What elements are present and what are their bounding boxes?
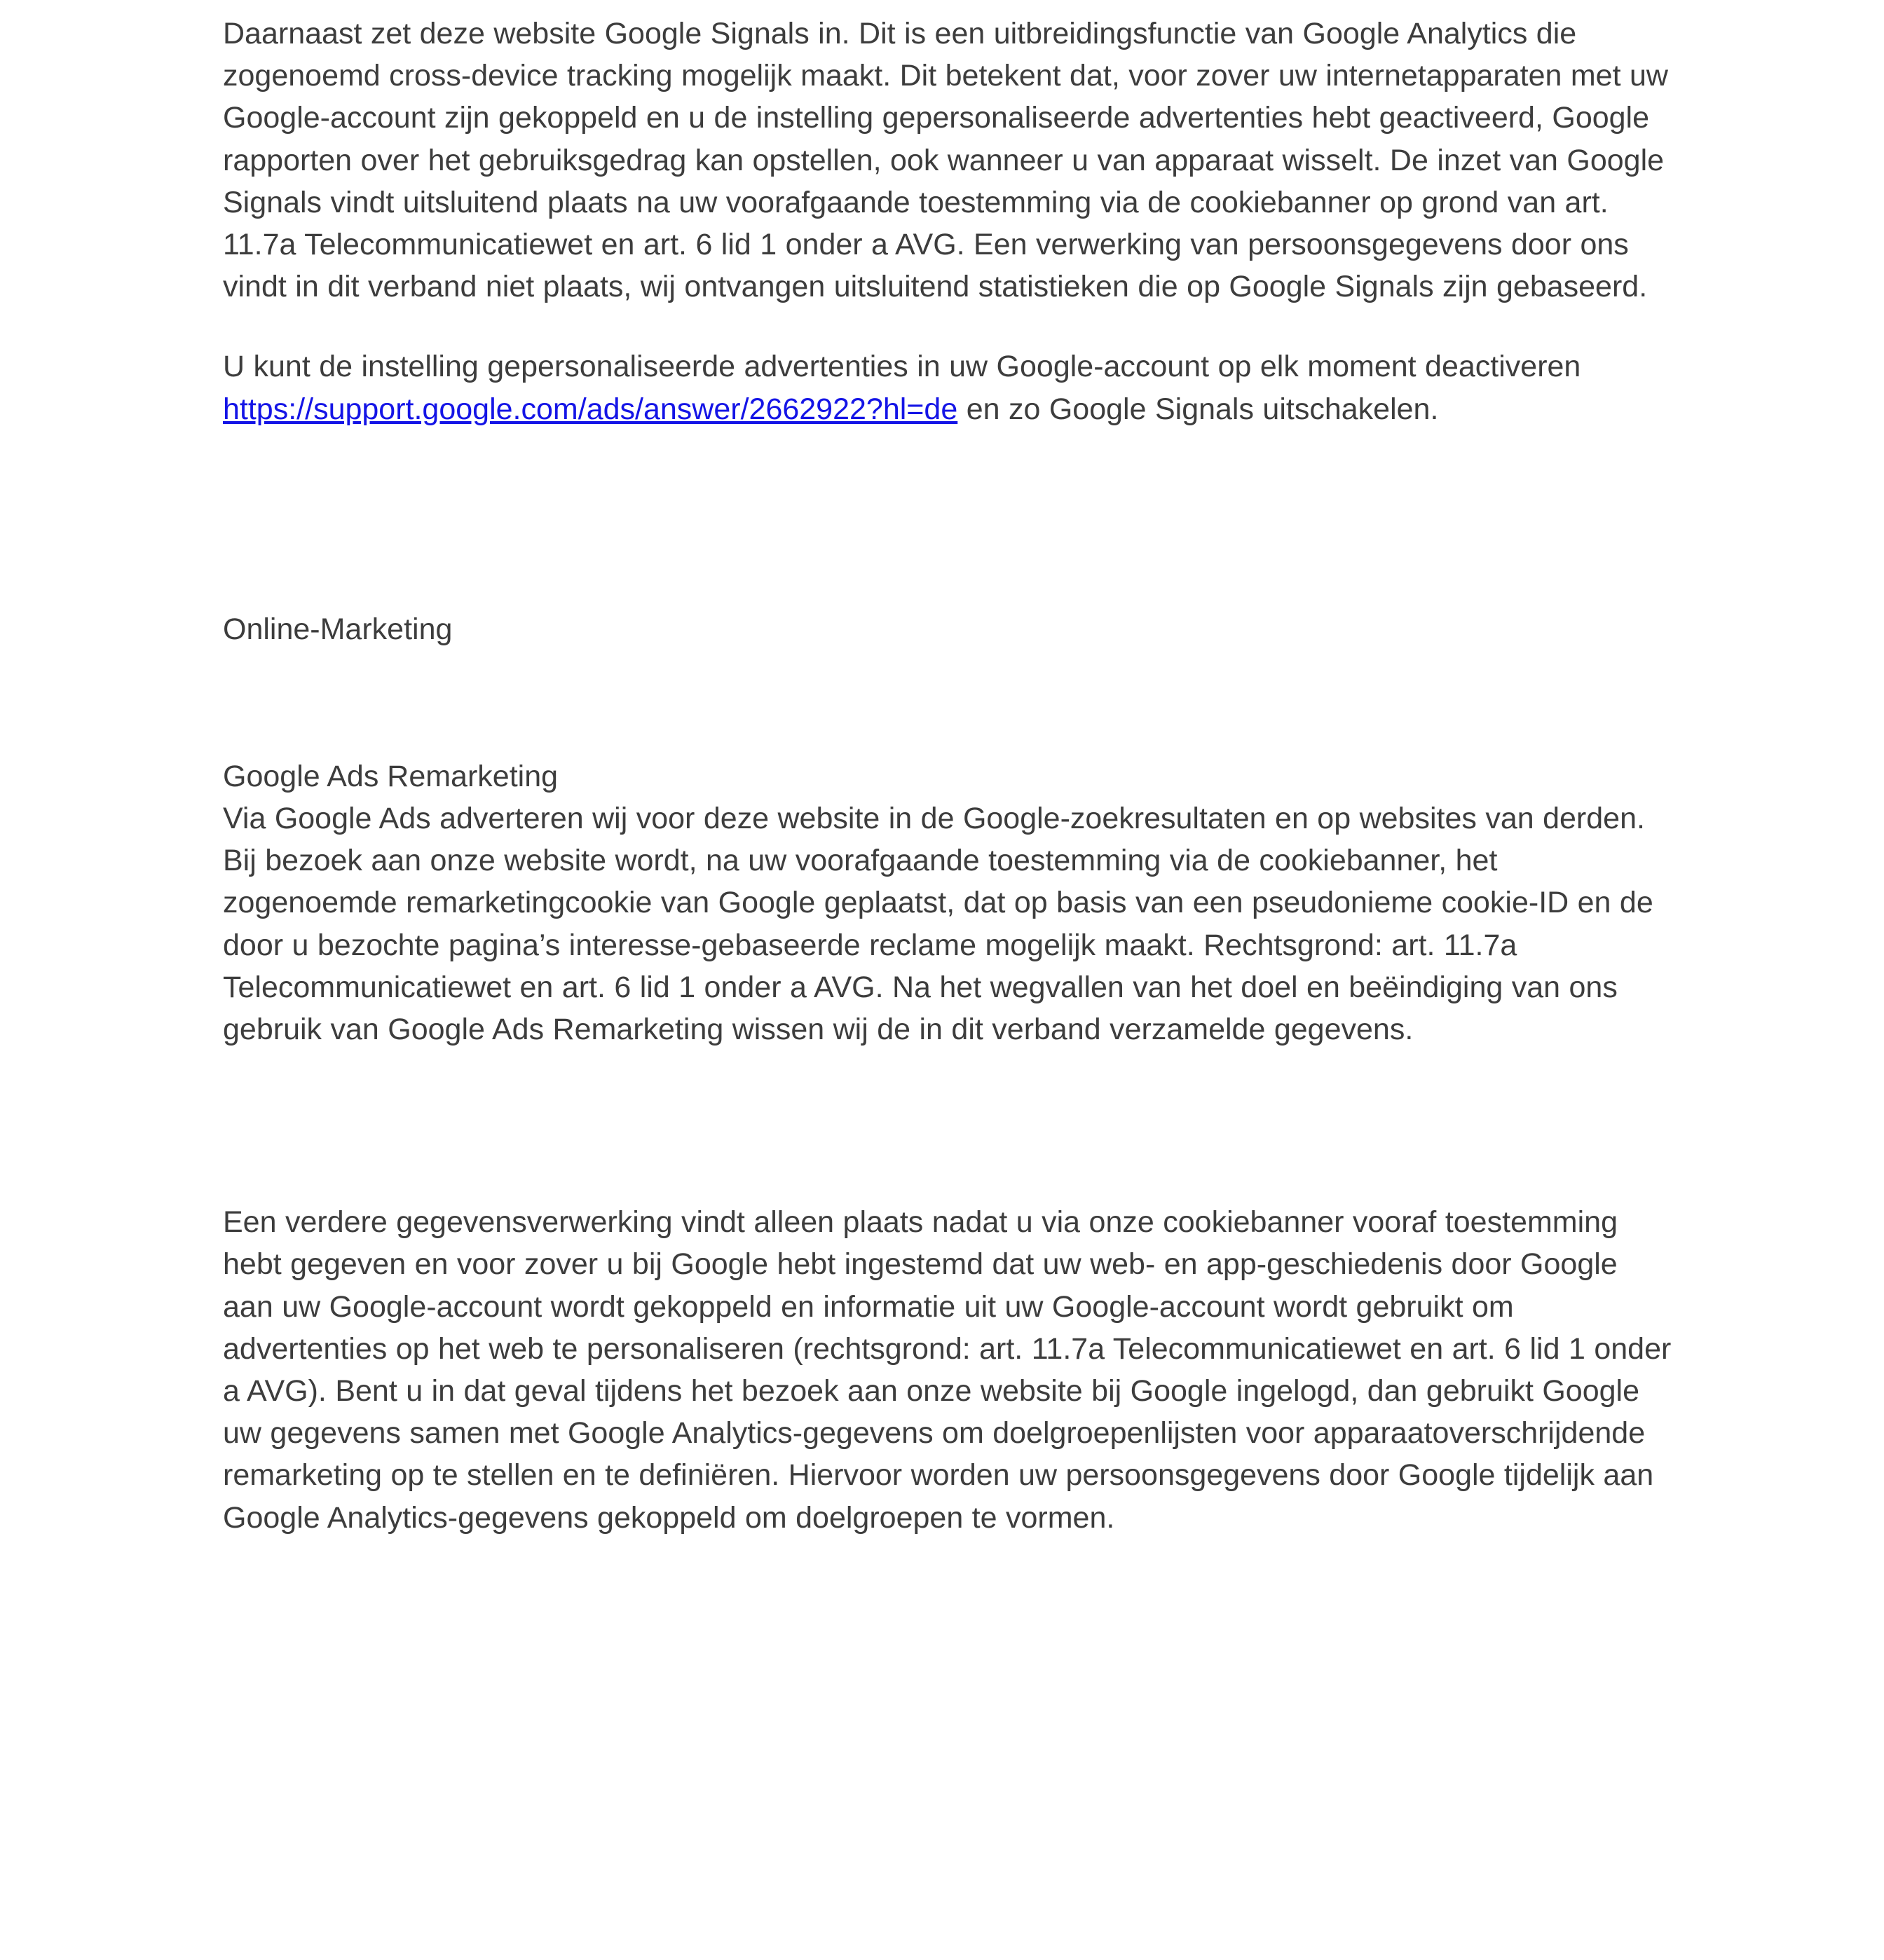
optout-text-before-link: U kunt de instelling gepersonaliseerde advertenties in uw Google-account op elk moment deactiveren [223,350,1581,384]
subheading-google-ads-remarketing: Google Ads Remarketing [223,759,559,793]
optout-text-after-link: en zo Google Signals uitschakelen. [957,392,1439,426]
paragraph-personalized-ads-optout [223,345,1674,430]
section-heading-online-marketing: Online-Marketing [223,612,453,646]
paragraph-google-signals: Daarnaast zet deze website Google Signals in. Dit is een uitbreidingsfunctie van Google Analytics die zogenoemd cross-device tracking mogelijk maakt. Dit betekent dat, voor zover uw internetapparaten met uw Google-account zijn gekoppeld en u de instelling gepersonaliseerde advertenties hebt geactiveerd, Google rapporten over het gebruiksgedrag kan opstellen, ook wanneer u van apparaat wisselt. De inzet van Google Signals vindt uitsluitend plaats na uw voorafgaande toestemming via de cookiebanner op grond van art. 11.7a Telecommunicatiewet en art. 6 lid 1 onder a AVG. Een verwerking van persoonsgegevens door ons vindt in dit verband niet plaats, wij ontvangen uitsluitend statistieken die op Google Signals zijn gebaseerd. [223,17,1668,304]
google-ads-settings-link[interactable]: https://support.google.com/ads/answer/2662922?hl=de [223,392,958,426]
section-spacer-middle [223,1050,1674,1201]
section-spacer-heading [223,650,1674,755]
paragraph-further-data-processing: Een verdere gegevensverwerking vindt alleen plaats nadat u via onze cookiebanner vooraf toestemming hebt gegeven en voor zover u bij Google hebt ingestemd dat uw web- en app-geschiedenis door Google aan uw Google-account wordt gekoppeld en informatie uit uw Google-account wordt gebruikt om advertenties op het web te personaliseren (rechtsgrond: art. 11.7a Telecommunicatiewet en art. 6 lid 1 onder a AVG). Bent u in dat geval tijdens het bezoek aan onze website bij Google ingelogd, dan gebruikt Google uw gegevens samen met Google Analytics-gegevens om doelgroepenlijsten voor apparaatoverschrijdende remarketing op te stellen en te definiëren. Hiervoor worden uw persoonsgegevens door Google tijdelijk aan Google Analytics-gegevens gekoppeld om doelgroepen te vormen. [223,1205,1672,1535]
section-spacer-top [223,468,1674,608]
paragraph-google-ads-remarketing: Via Google Ads adverteren wij voor deze website in de Google-zoekresultaten en op websites van derden. Bij bezoek aan onze website wordt, na uw voorafgaande toestemming via de cookiebanner, het zogenoemde remarketingcookie van Google geplaatst, dat op basis van een pseudonieme cookie-ID en de door u bezochte pagina’s interesse-gebaseerde reclame mogelijk maakt. Rechtsgrond: art. 11.7a Telecommunicatiewet en art. 6 lid 1 onder a AVG. Na het wegvallen van het doel en beëindiging van ons gebruik van Google Ads Remarketing wissen wij de in dit verband verzamelde gegevens. [223,802,1653,1046]
